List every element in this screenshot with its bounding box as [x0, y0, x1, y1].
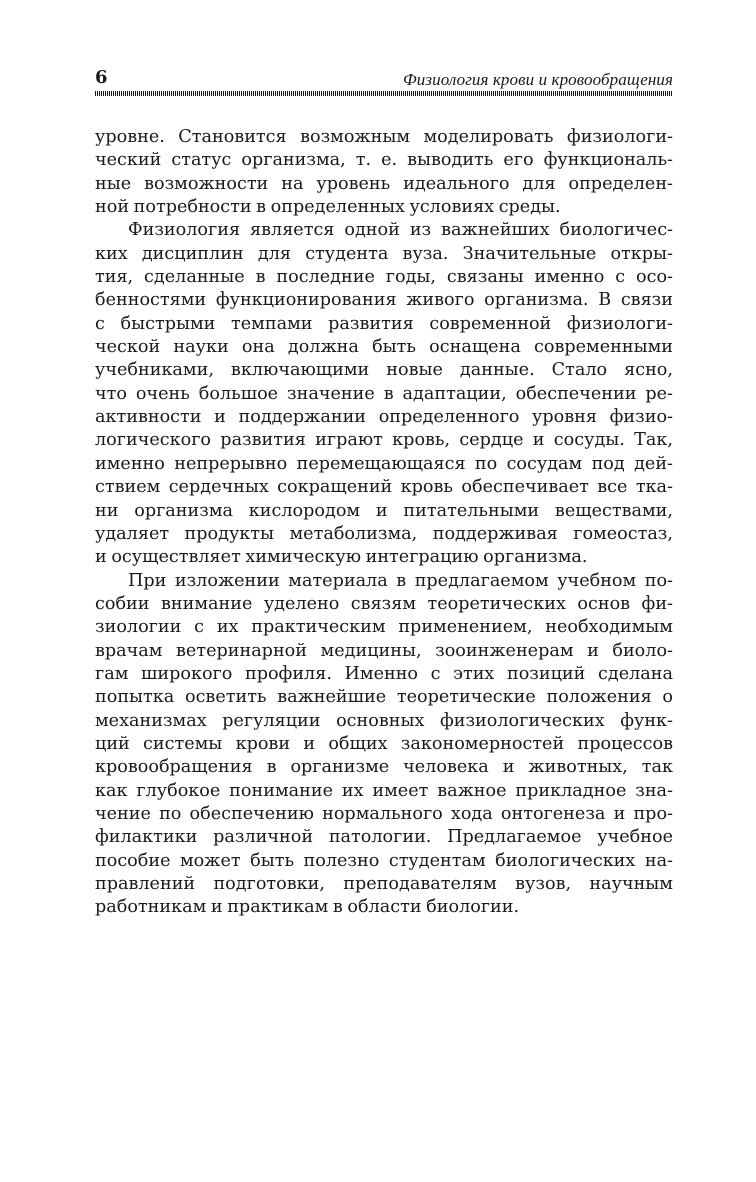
paragraph — [95, 219, 673, 569]
text-line: ческий статус организма, т. е. выводить его функциональ- — [95, 150, 673, 171]
text-line: правлений подготовки, преподавателям вузов, научным — [95, 874, 673, 894]
text-line: ствием сердечных сокращений кровь обеспечивает все тка- — [95, 477, 673, 498]
text-line: с быстрыми темпами развития современной физиологи- — [95, 313, 673, 334]
book-page — [95, 64, 673, 918]
text-line: бенностями функционирования живого организма. В связи — [95, 290, 673, 311]
text-line: собии внимание уделено связям теоретических основ фи- — [95, 593, 673, 614]
page-number: 6 — [95, 67, 108, 88]
paragraph — [95, 126, 673, 219]
text-line: ни организма кислородом и питательными веществами, — [95, 500, 673, 521]
text-line: чение по обеспечению нормального хода онтогенеза и про- — [95, 803, 673, 824]
text-line: и осуществляет химическую интеграцию организма. — [95, 547, 588, 568]
text-line: кровообращения в организме человека и животных, так — [95, 757, 673, 778]
text-line: филактики различной патологии. Предлагаемое учебное — [95, 827, 673, 848]
text-line: Физиология является одной из важнейших биологичес- — [128, 220, 673, 241]
running-title: Физиология крови и кровообращения — [403, 70, 673, 89]
text-line: именно непрерывно перемещающаяся по сосудам под дей- — [95, 453, 673, 474]
text-line: ций системы крови и общих закономерностей процессов — [95, 733, 673, 754]
paragraph — [95, 570, 673, 920]
text-line: зиологии с их практическим применением, необходимым — [95, 617, 673, 638]
text-line: как глубокое понимание их имеет важное прикладное зна- — [95, 780, 673, 801]
body-text — [95, 126, 673, 920]
text-line: ной потребности в определенных условиях среды. — [95, 197, 561, 218]
text-line: удаляет продукты метаболизма, поддерживая гомеостаз, — [95, 523, 673, 544]
text-line: попытка осветить важнейшие теоретические положения о — [95, 687, 673, 708]
text-line: ких дисциплин для студента вуза. Значительные откры- — [95, 243, 673, 264]
text-line: ные возможности на уровень идеального для определен- — [95, 173, 673, 194]
text-line: механизмах регуляции основных физиологических функ- — [95, 710, 673, 731]
text-line: тия, сделанные в последние годы, связаны именно с осо- — [95, 267, 673, 288]
text-line: что очень большое значение в адаптации, обеспечении ре- — [95, 383, 673, 404]
text-line: врачам ветеринарной медицины, зооинженерам и биоло- — [95, 640, 673, 661]
text-line: учебниками, включающими новые данные. Стало ясно, — [95, 360, 673, 381]
page-header — [95, 64, 673, 90]
text-line: логического развития играют кровь, сердце и сосуды. Так, — [95, 430, 673, 451]
text-line: активности и поддержании определенного уровня физио- — [95, 407, 673, 428]
header-rule — [95, 91, 673, 96]
text-line: пособие может быть полезно студентам биологических на- — [95, 850, 673, 871]
text-line: работникам и практикам в области биологии. — [95, 897, 520, 918]
text-line: При изложении материала в предлагаемом учебном по- — [128, 570, 673, 591]
text-line: гам широкого профиля. Именно с этих позиций сделана — [95, 663, 673, 684]
text-line: ческой науки она должна быть оснащена современными — [95, 337, 673, 358]
text-line: уровне. Становится возможным моделировать физиологи- — [95, 127, 673, 147]
